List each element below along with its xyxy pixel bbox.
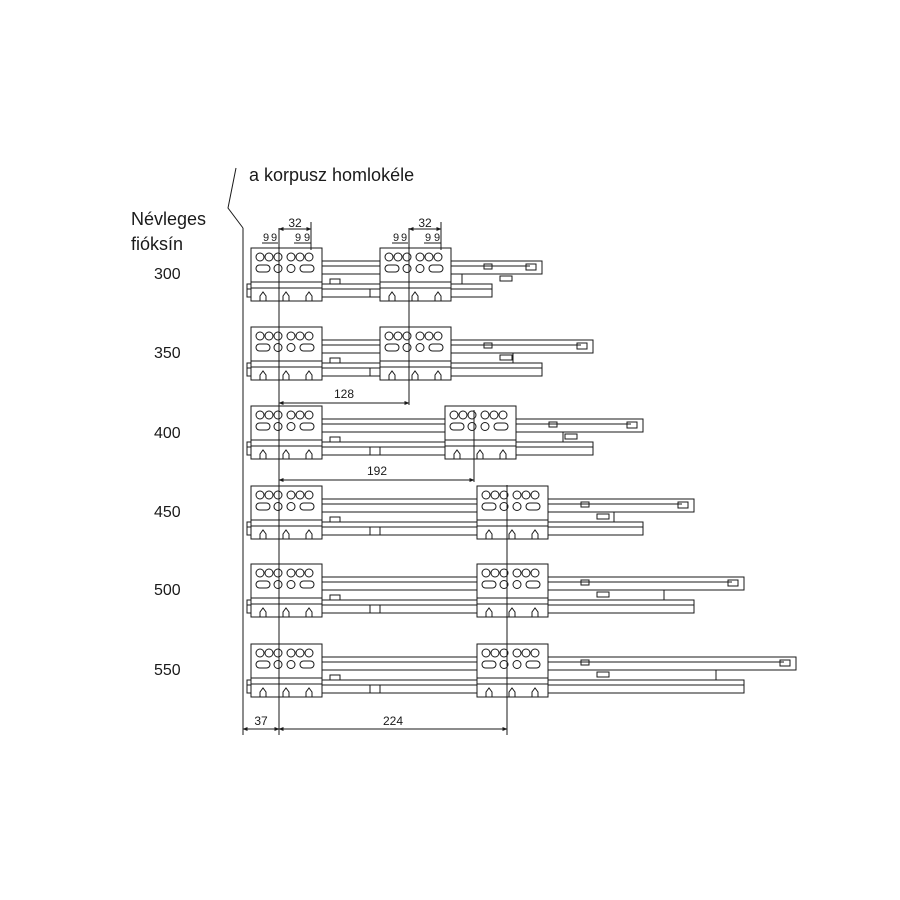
slide-row-400 (247, 406, 643, 459)
mounting-bracket (380, 248, 451, 301)
dimension-224-label: 224 (382, 714, 404, 728)
upper-rail (320, 657, 796, 670)
middle-rail (320, 432, 563, 442)
rail-stop (500, 276, 512, 281)
dimension-9-f-label: 9 (400, 232, 408, 244)
slide-row-450 (247, 486, 694, 539)
slide-rows (247, 248, 796, 697)
front-edge-annotation: a korpusz homlokéle (249, 165, 415, 185)
length-label-350: 350 (154, 345, 181, 362)
dimension-128 (279, 387, 409, 403)
length-label-500: 500 (154, 582, 181, 599)
middle-rail (320, 512, 614, 522)
dimension-32-left (262, 216, 311, 250)
mounting-bracket (445, 406, 516, 459)
mounting-bracket (477, 486, 548, 539)
dimension-37-label: 37 (254, 714, 268, 728)
length-label-450: 450 (154, 504, 181, 521)
mounting-bracket (251, 486, 322, 539)
slide-row-550 (247, 644, 796, 697)
length-label-400: 400 (154, 425, 181, 442)
axis-heading-slide: fióksín (131, 234, 184, 254)
mounting-bracket (251, 248, 322, 301)
mounting-bracket (251, 564, 322, 617)
upper-rail (320, 340, 593, 353)
dimension-9-b-label: 9 (270, 232, 278, 244)
slide-row-500 (247, 564, 744, 617)
dimension-32-left-label: 32 (288, 216, 302, 230)
dimension-128-label: 128 (333, 387, 355, 401)
slide-row-300 (247, 248, 542, 301)
dimension-32-right-label: 32 (418, 216, 432, 230)
dimension-9-h-label: 9 (433, 232, 441, 244)
annotation-leader-line (228, 168, 243, 228)
dimension-192 (279, 464, 474, 480)
dimension-9-c-label: 9 (294, 232, 302, 244)
length-label-300: 300 (154, 266, 181, 283)
dimension-37 (243, 714, 279, 729)
rail-stop (565, 434, 577, 439)
dimension-224 (279, 714, 507, 729)
mounting-bracket (251, 644, 322, 697)
dimension-32-right (392, 216, 441, 250)
axis-heading-nominal: Névleges (131, 209, 207, 229)
mounting-bracket (380, 327, 451, 380)
dimension-9-e-label: 9 (392, 232, 400, 244)
length-label-550: 550 (154, 662, 181, 679)
dimension-192-label: 192 (366, 464, 388, 478)
mounting-bracket (477, 644, 548, 697)
mounting-bracket (251, 327, 322, 380)
mounting-bracket (251, 406, 322, 459)
mounting-bracket (477, 564, 548, 617)
slide-row-350 (247, 327, 593, 380)
dimension-9-g-label: 9 (424, 232, 432, 244)
dimension-9-a-label: 9 (262, 232, 270, 244)
dimension-9-d-label: 9 (303, 232, 311, 244)
